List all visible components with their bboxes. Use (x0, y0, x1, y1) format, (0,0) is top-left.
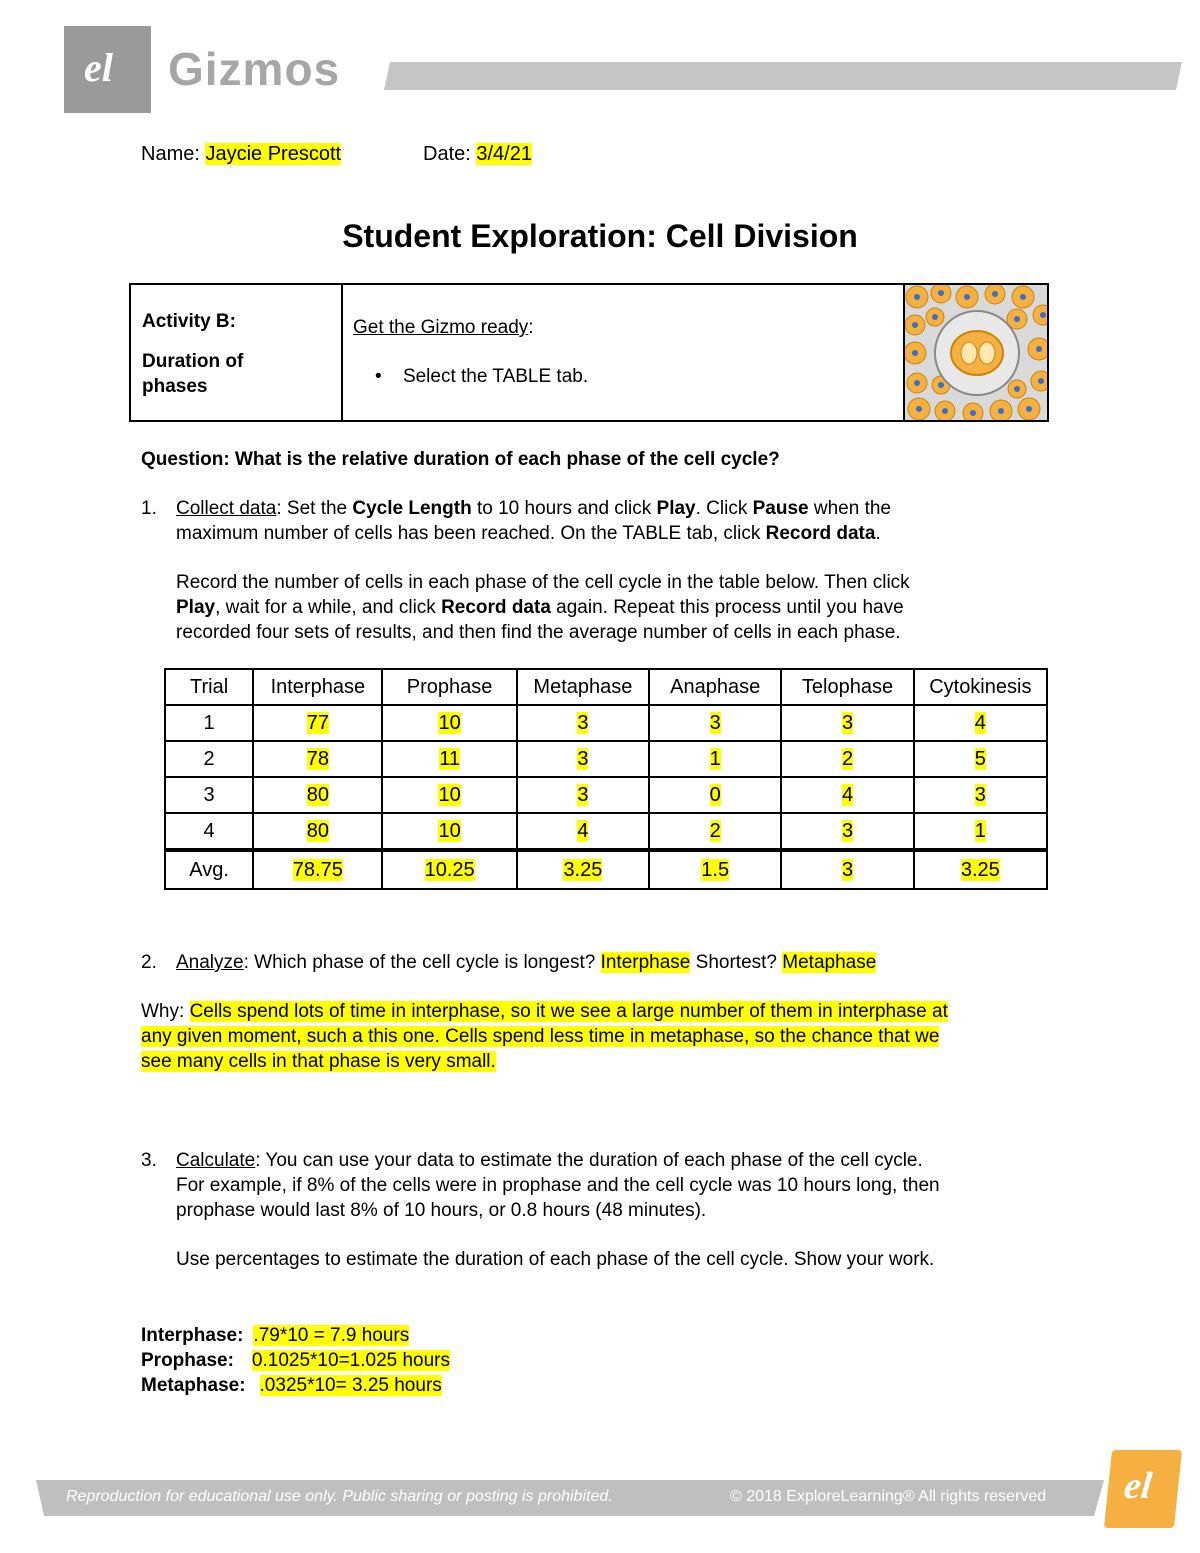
q1-para2-line1: Record the number of cells in each phase of the cell cycle in the table below. Then click (176, 572, 910, 593)
answer-label: Metaphase: (141, 1375, 246, 1396)
activity-box (129, 283, 1049, 422)
table-cell: 5 (914, 741, 1047, 777)
table-header: Trial (165, 669, 253, 705)
table-cell: 4 (517, 813, 649, 850)
q3-number: 3. (141, 1150, 157, 1171)
q1-heading: Collect data (176, 498, 277, 519)
activity-subtitle: Duration of phases (142, 351, 244, 397)
date-label: Date: (423, 143, 471, 165)
table-row (165, 813, 1047, 850)
footer-logo (1104, 1450, 1182, 1528)
why-answer-line2: any given moment, such a this one. Cells spend less time in metaphase, so the chance that we (141, 1026, 940, 1047)
page-title: Student Exploration: Cell Division (342, 218, 858, 254)
table-header: Cytokinesis (914, 669, 1047, 705)
date-field (423, 143, 532, 166)
q2-text: Analyze: Which phase of the cell cycle is longest? Interphase Shortest? Metaphase (176, 952, 877, 973)
why-answer-line1: Cells spend lots of time in interphase, so it we see a large number of them in interphase at (189, 1001, 948, 1022)
q1-number: 1. (141, 498, 157, 519)
avg-cell: 3.25 (914, 850, 1047, 889)
table-cell: 10 (382, 777, 516, 813)
q1-line1: Collect data: Set the Cycle Length to 10 hours and click Play. Click Pause when the (176, 498, 892, 519)
bullet-icon: • (375, 366, 382, 387)
trial-cell: 2 (165, 741, 253, 777)
table-cell: 0 (649, 777, 781, 813)
q3-heading: Calculate (176, 1150, 256, 1171)
name-field (141, 143, 341, 166)
ready-bullet (375, 366, 588, 388)
table-cell: 1 (649, 741, 781, 777)
table-header-row (165, 669, 1047, 705)
trial-cell: 3 (165, 777, 253, 813)
cell-division-image (903, 285, 1047, 420)
q2-heading: Analyze (176, 952, 244, 973)
q2-why (141, 999, 1071, 1074)
table-cell: 10 (382, 813, 516, 850)
avg-label: Avg. (165, 850, 253, 889)
avg-cell: 3.25 (517, 850, 649, 889)
footer-disclaimer: Reproduction for educational use only. Public sharing or posting is prohibited. (66, 1488, 613, 1505)
q2-longest: Interphase (600, 952, 691, 973)
explorelearning-logo (64, 26, 151, 113)
q2-number: 2. (141, 952, 157, 973)
ready-heading: Get the Gizmo ready (353, 317, 529, 338)
answer-label: Interphase: (141, 1325, 244, 1346)
table-header: Telophase (781, 669, 913, 705)
q1-para2 (176, 570, 1056, 645)
table-cell: 3 (517, 705, 649, 741)
table-cell: 4 (914, 705, 1047, 741)
q3-text: Calculate: You can use your data to estimate the duration of each phase of the cell cycle. For example, if 8% of the cells were in prophase and the cell cycle was 10 hours long, then prophase would last 8% of 10 hours, or 0.8 hours (48 minutes). Use percentages to estimate the duration of each phase of the cell cycle. Show your work. (176, 1148, 1056, 1272)
table-cell: 3 (781, 813, 913, 850)
answers (141, 1323, 450, 1398)
avg-cell: 1.5 (649, 850, 781, 889)
answer-value: .0325*10= 3.25 hours (259, 1375, 442, 1396)
footer-copyright: © 2018 ExploreLearning® All rights reserved (730, 1488, 1047, 1505)
average-row (165, 850, 1047, 889)
table-row (165, 777, 1047, 813)
table-header: Metaphase (517, 669, 649, 705)
table-cell: 1 (914, 813, 1047, 850)
table-header: Anaphase (649, 669, 781, 705)
activity-label-cell (131, 285, 343, 420)
answer-row (141, 1348, 450, 1373)
why-label: Why: (141, 1001, 190, 1022)
trial-cell: 4 (165, 813, 253, 850)
table-cell: 78 (253, 741, 382, 777)
table-cell: 2 (649, 813, 781, 850)
header-bar (384, 62, 1182, 90)
avg-cell: 3 (781, 850, 913, 889)
table-cell: 10 (382, 705, 516, 741)
q2-shortest: Metaphase (782, 952, 877, 973)
table-cell: 2 (781, 741, 913, 777)
answer-value: 0.1025*10=1.025 hours (251, 1350, 451, 1371)
date-value: 3/4/21 (476, 143, 532, 165)
table-header: Prophase (382, 669, 516, 705)
data-table (164, 668, 1048, 890)
table-cell: 3 (781, 705, 913, 741)
table-cell: 3 (517, 741, 649, 777)
logo-mark: el (84, 45, 113, 90)
name-value: Jaycie Prescott (205, 143, 342, 165)
name-label: Name: (141, 143, 200, 165)
trial-cell: 1 (165, 705, 253, 741)
table-row (165, 741, 1047, 777)
table-cell: 4 (781, 777, 913, 813)
why-answer-line3: see many cells in that phase is very small. (141, 1051, 496, 1072)
table-row (165, 705, 1047, 741)
avg-cell: 78.75 (253, 850, 382, 889)
gizmos-brand: Gizmos (168, 43, 341, 95)
table-cell: 11 (382, 741, 516, 777)
table-cell: 3 (649, 705, 781, 741)
q3-line2: For example, if 8% of the cells were in prophase and the cell cycle was 10 hours long, then (176, 1175, 940, 1196)
bullet-text: Select the TABLE tab. (402, 366, 589, 387)
table-header: Interphase (253, 669, 382, 705)
table-cell: 80 (253, 777, 382, 813)
table-cell: 3 (914, 777, 1047, 813)
answer-row (141, 1373, 450, 1398)
footer-logo-mark: el (1122, 1465, 1154, 1507)
avg-cell: 10.25 (382, 850, 516, 889)
answer-value: .79*10 = 7.9 hours (253, 1325, 410, 1346)
ready-colon: : (528, 317, 534, 338)
cells-illustration (905, 285, 1047, 420)
q1-para2-line3: recorded four sets of results, and then find the average number of cells in each phase. (176, 622, 901, 643)
table-cell: 3 (517, 777, 649, 813)
answer-row (141, 1323, 450, 1348)
question-heading: Question: What is the relative duration of each phase of the cell cycle? (141, 449, 780, 470)
ready-heading-line (353, 317, 534, 339)
answer-label: Prophase: (141, 1350, 234, 1371)
activity-label: Activity B: (142, 311, 236, 332)
table-cell: 77 (253, 705, 382, 741)
q1-line2: maximum number of cells has been reached. On the TABLE tab, click Record data. (176, 523, 881, 544)
q3-line4: Use percentages to estimate the duration of each phase of the cell cycle. Show your work. (176, 1249, 935, 1270)
table-cell: 80 (253, 813, 382, 850)
q3-line3: prophase would last 8% of 10 hours, or 0.8 hours (48 minutes). (176, 1200, 707, 1221)
q1-para2-line2: Play, wait for a while, and click Record data again. Repeat this process until you have (176, 597, 904, 618)
q1-text (176, 496, 1056, 645)
